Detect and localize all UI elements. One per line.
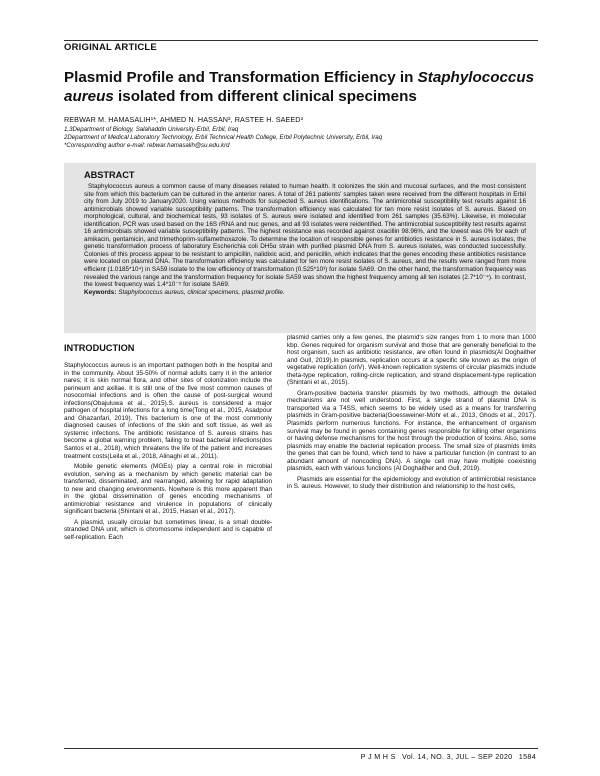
left-column bbox=[64, 362, 272, 545]
intro-paragraph: Gram-positive bacteria transfer plasmids by two methods, although the detailed mechanisms are not well understood. First, a single strand of plasmid DNA is transported via a T4SS, which seems to be widely used as a means for transferring plasmids in Gram-positive bacteria(Goessweiner-Mohr et al., 2013, Ghods et al., 2017). Plasmids perform numerous functions. For instance, the enhancement of organism survival may be found in genes containing genes responsible for killing other organisms or having defense mechanisms for the host through the production of toxins. Also, some plasmids may enable the bacterial replication process. The small size of plasmids limits the genes that can be found, which tend to have a particular function (in contrast to an abundant amount of noncoding DNA). A single cell may have multiple coexisting plasmids, each with various functions (Al Doghaither and Gull, 2019). bbox=[287, 389, 536, 473]
intro-paragraph: Plasmids are essential for the epidemiology and evolution of antimicrobial resistance in S. aureus. However, to study their distribution and relationship to the host cells, bbox=[287, 475, 536, 491]
introduction-heading: INTRODUCTION bbox=[64, 343, 135, 353]
journal-volume: Vol. 14, NO. 3, JUL – SEP 2020 bbox=[402, 752, 513, 761]
intro-paragraph: A plasmid, usually circular but sometimes linear, is a small double-stranded DNA unit, which is chromosome independent and is capable of self-replication. Each bbox=[64, 518, 272, 542]
bottom-divider bbox=[64, 748, 538, 749]
affiliation-2: 2Department of Medical Laboratory Technology, Erbil Technical Health College, Erbil Polytechnic University, Erbil, Iraq bbox=[64, 134, 383, 141]
abstract-heading: ABSTRACT bbox=[84, 170, 135, 180]
affiliations bbox=[64, 126, 536, 150]
abstract-box bbox=[64, 163, 536, 333]
intro-paragraph: Mobile genetic elements (MGEs) play a central role in microbial evolution, serving as a mechanism by which genetic material can be transferred, disseminated, and rearranged, allowing for rapid adaptation to new and changing environments. Nowhere is this more apparent than in the global dissemination of genes encoding mechanisms of antimicrobial resistance and virulence in populations of clinically significant bacteria (Shintani et al., 2015, Hasan et al., 2017). bbox=[64, 463, 272, 516]
title-part-b: isolated from different clinical specimens bbox=[113, 88, 417, 105]
section-tag: ORIGINAL ARTICLE bbox=[64, 42, 157, 53]
title-part-a: Plasmid Profile and Transformation Efficiency in bbox=[64, 69, 418, 86]
top-divider bbox=[64, 40, 538, 41]
abstract-text: Staphylococcus aureus a common cause of many diseases related to human health. It colonizes the skin and mucosal surfaces, and the most consistent site from which this bacterium can be cultured in the anterior nares. A total of 261 patients' samples taken were received from the different hospitals in Erbil city from July 2019 to January2020. Using various methods for suspected S. aureus identifications. The antimicrobial susceptibility test results against 16 antimicrobials showed variable susceptibility patterns. The transformation efficiency was calculated for ten more resist isolates of S. aureus. Based on morphological, cultural, and biochemical tests, 93 isolates of S. aureus were isolated and identified from 261 samples (35.63%). Likewise, in molecular identification, PCR was used based on the 16S rRNA and nuc genes, and all 93 isolates were reidentified. The antimicrobial susceptibility test results against 16 antimicrobials showed variable susceptibility patterns. The highest resistance was recorded against oxacillin 98.96%, and the lowest was 0% for each of amikacin, gentamicin, and trimethoprim-sulfamethoxazole. To determine the location of responsible genes for antibiotics resistance in S. aureus isolates, the genetic transformation process of laboratory Escherichia coli DH5α strain with purified plasmid DNA from S. aureus isolates, was conducted successfully. Colonies of this process appear to be resistant to ampicillin, nalidixic acid, and penicillin, which indicates that the genes encoding these antibiotics resistance were located on plasmid DNA. The transformation efficiency was calculated for ten more resist isolates of S. aureus, and the results were ranged from more efficient (1.0185*10⁴) in SA59 isolate to the low efficiency of transformation (0.525*10³) for isolate SA69. On the other hand, the transformation frequency was revealed the various range and the transformation frequency for isolate SA59 was shown the highest frequency among all ten isolates (2.7*10⁻⁴). In contrast, the lowest frequency was 1.4*10⁻⁵ for isolate SA69. bbox=[84, 183, 526, 289]
article-title bbox=[64, 68, 536, 106]
affiliation-1: 1,3Department of Biology, Salahaddin University-Erbil, Erbil, Iraq bbox=[64, 126, 239, 133]
keywords-list: Staphylococcus aureus, clinical specimens, plasmid profile. bbox=[116, 288, 285, 296]
page-footer bbox=[357, 752, 536, 761]
keywords-label: Keywords: bbox=[84, 288, 117, 296]
journal-name: P J M H S bbox=[360, 752, 396, 761]
right-column bbox=[287, 334, 536, 494]
keywords bbox=[84, 289, 526, 297]
title-species: Staphylococcus aureus bbox=[64, 69, 535, 105]
corresponding-author: *Corresponding author e-mail: rebwar.hamasalih@su.edu.krd bbox=[64, 142, 230, 149]
intro-paragraph: Staphylococcus aureus is an important pathogen both in the hospital and in the community. About 35-50% of normal adults carry it in the anterior nares; it is skin normal flora, and other sites of colonization include the perineum and axillae. It is still one of the five most common causes of nosocomial infections and is often the cause of post-surgical wound infections(Obajuluwa et al., 2015).S. aureus is considered a major pathogen of hospital infections for a long time(Tong et al., 2015, Asadpour and Ghazanfari, 2019). This bacterium is one of the most commonly diagnosed causes of infections of the skin and soft tissue, as well as systemic infections. The antibiotic resistance of S. aureus strains has become a global warning problem, failing to treat bacterial infections(dos Santos et al., 2018), which threatens the life of the patient and increases treatment costs(Leila et al., 2018, Alinaghi et al., 2011). bbox=[64, 362, 272, 460]
author-list: REBWAR M. HAMASALIH¹*, AHMED N. HASSAN², RASTEE H. SAEED³ bbox=[64, 115, 304, 124]
intro-paragraph: plasmid carries only a few genes, the plasmid's size ranges from 1 to more than 1000 kbp. Genes required for organism survival and those that are generally beneficial to the host organism, such as antibiotic resistance, are often found in plasmids(Al Doghaither and Gull, 2019).In plasmids, replication occurs at a specific site known as the origin of vegetative replication (oriV). Well-known replication systems of circular plasmids include theta-type replication, rolling-circle replication, and strand displacement-type replication (Shintani et al., 2015). bbox=[287, 334, 536, 387]
page-number: 1584 bbox=[518, 752, 536, 761]
